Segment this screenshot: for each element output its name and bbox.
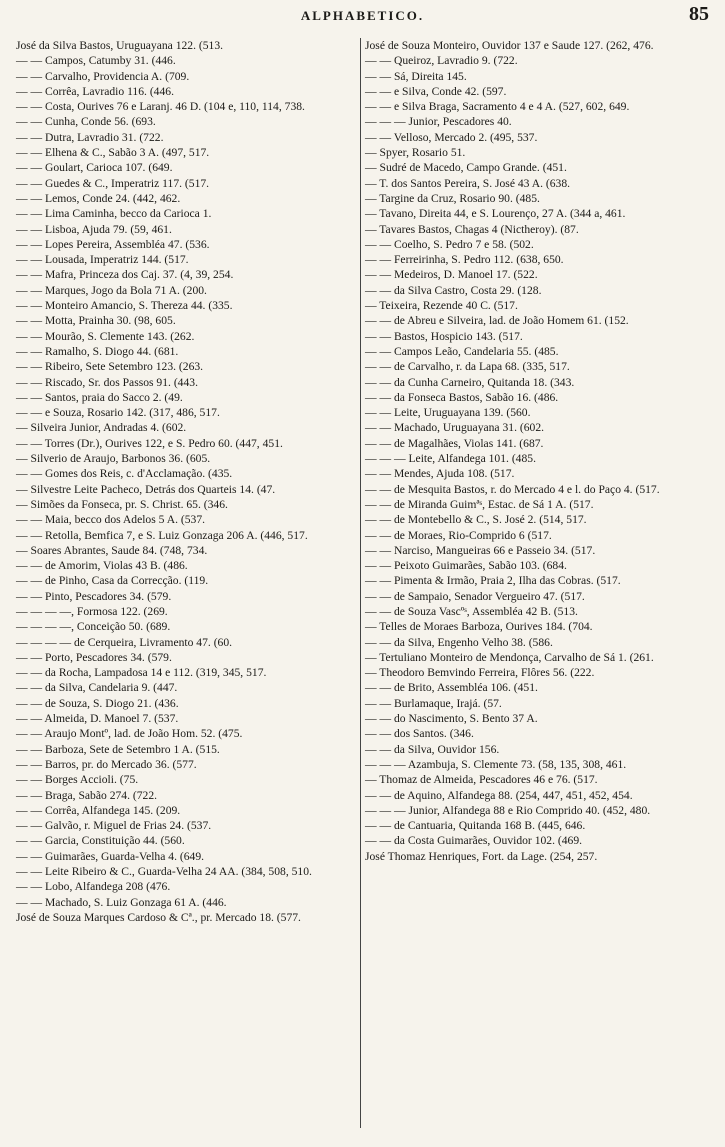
directory-entry: — — da Costa Guimarães, Ouvidor 102. (469. xyxy=(365,834,583,848)
directory-entry: — — dos Santos. (346. xyxy=(365,727,474,741)
directory-entry: — — da Cunha Carneiro, Quitanda 18. (343. xyxy=(365,375,575,389)
directory-entry: — — Marques, Jogo da Bola 71 A. (200. xyxy=(16,283,207,297)
directory-entry: — — Guimarães, Guarda-Velha 4. (649. xyxy=(16,849,205,863)
directory-entry: — — Velloso, Mercado 2. (495, 537. xyxy=(365,130,538,144)
directory-entry: — — de Sampaio, Senador Vergueiro 47. (517. xyxy=(365,589,585,603)
directory-entry: José de Souza Marques Cardoso & Cª., pr. Mercado 18. (577. xyxy=(16,910,301,924)
directory-entry: — Simões da Fonseca, pr. S. Christ. 65. (346. xyxy=(16,497,228,511)
directory-entry: — — do Nascimento, S. Bento 37 A. xyxy=(365,712,538,726)
directory-entry: — — Lousada, Imperatriz 144. (517. xyxy=(16,253,189,267)
directory-entry: — — Peixoto Guimarães, Sabão 103. (684. xyxy=(365,559,567,573)
directory-entry: — — Garcia, Constituição 44. (560. xyxy=(16,834,185,848)
directory-entry: — — Retolla, Bemfica 7, e S. Luiz Gonzaga 206 A. (446, 517. xyxy=(16,528,308,542)
directory-entry: — — e Silva, Conde 42. (597. xyxy=(365,84,507,98)
directory-entry: — — de Pinho, Casa da Correcção. (119. xyxy=(16,574,209,588)
directory-entry: — — — Leite, Alfandega 101. (485. xyxy=(365,452,536,466)
left-column xyxy=(16,38,356,925)
directory-entry: — — Leite, Uruguayana 139. (560. xyxy=(365,406,531,420)
directory-entry: — — Campos, Catumby 31. (446. xyxy=(16,54,176,68)
directory-entry: — — — —, Conceição 50. (689. xyxy=(16,620,171,634)
directory-entry: — — Ferreirinha, S. Pedro 112. (638, 650. xyxy=(365,253,564,267)
directory-entry: — — da Fonseca Bastos, Sabão 16. (486. xyxy=(365,390,559,404)
directory-entry: — — Medeiros, D. Manoel 17. (522. xyxy=(365,268,538,282)
directory-entry: — — Mourão, S. Clemente 143. (262. xyxy=(16,329,195,343)
directory-entry: — — Machado, S. Luiz Gonzaga 61 A. (446. xyxy=(16,895,227,909)
directory-entry: — — Galvão, r. Miguel de Frias 24. (537. xyxy=(16,819,212,833)
directory-entry: — — Torres (Dr.), Ourives 122, e S. Pedro 60. (447, 451. xyxy=(16,436,283,450)
directory-entry: — — Monteiro Amancio, S. Thereza 44. (335. xyxy=(16,299,233,313)
directory-entry: — — Queiroz, Lavradio 9. (722. xyxy=(365,54,518,68)
running-header: ALPHABETICO. xyxy=(300,8,425,23)
directory-entry: José da Silva Bastos, Uruguayana 122. (513. xyxy=(16,39,224,52)
directory-entry: — — da Silva, Engenho Velho 38. (586. xyxy=(365,635,553,649)
directory-entry: — — Bastos, Hospicio 143. (517. xyxy=(365,329,523,343)
directory-entry: — — Porto, Pescadores 34. (579. xyxy=(16,650,172,664)
directory-entry: — — de Montebello & C., S. José 2. (514, 517. xyxy=(365,513,587,527)
directory-entry: — — de Cantuaria, Quitanda 168 B. (445, 646. xyxy=(365,819,586,833)
directory-entry: — — Borges Accioli. (75. xyxy=(16,773,139,787)
directory-entry: — Silvestre Leite Pacheco, Detrás dos Quarteis 14. (47. xyxy=(16,482,276,496)
directory-entry: — — Barboza, Sete de Setembro 1 A. (515. xyxy=(16,742,220,756)
directory-entry: — — da Rocha, Lampadosa 14 e 112. (319, 345, 517. xyxy=(16,666,267,680)
directory-entry: — — — Azambuja, S. Clemente 73. (58, 135, 308, 461. xyxy=(365,757,627,771)
directory-entry: José Thomaz Henriques, Fort. da Lage. (254, 257. xyxy=(365,849,598,863)
directory-entry: — — — — de Cerqueira, Livramento 47. (60. xyxy=(16,635,233,649)
directory-entry: — — de Amorim, Violas 43 B. (486. xyxy=(16,559,188,573)
directory-entry: — — Lemos, Conde 24. (442, 462. xyxy=(16,191,181,205)
directory-entry: — Soares Abrantes, Saude 84. (748, 734. xyxy=(16,543,208,557)
directory-entry: — — — Junior, Alfandega 88 e Rio Comprido 40. (452, 480. xyxy=(365,803,651,817)
directory-entry: — — de Moraes, Rio-Comprido 6 (517. xyxy=(365,528,552,542)
directory-entry: — Theodoro Bemvindo Ferreira, Flôres 56. (222. xyxy=(365,666,595,680)
directory-entry: — — Ribeiro, Sete Setembro 123. (263. xyxy=(16,360,204,374)
directory-entry: — — Almeida, D. Manoel 7. (537. xyxy=(16,712,179,726)
directory-entry: — T. dos Santos Pereira, S. José 43 A. (638. xyxy=(365,176,571,190)
right-column xyxy=(360,38,717,1128)
directory-entry: — — — Junior, Pescadores 40. xyxy=(365,115,512,129)
directory-entry: — — de Mesquita Bastos, r. do Mercado 4 e l. do Paço 4. (517. xyxy=(365,482,660,496)
directory-entry: — — de Souza Vascºˢ, Assembléa 42 B. (513. xyxy=(365,604,578,618)
directory-entry: — — da Silva Castro, Costa 29. (128. xyxy=(365,283,542,297)
directory-entry: — — Pimenta & Irmão, Praia 2, Ilha das Cobras. (517. xyxy=(365,574,621,588)
directory-entry: — — Burlamaque, Irajá. (57. xyxy=(365,696,502,710)
directory-entry: — — e Souza, Rosario 142. (317, 486, 517. xyxy=(16,406,220,420)
directory-entry: — — Guedes & C., Imperatriz 117. (517. xyxy=(16,176,210,190)
directory-entry: — Silverio de Araujo, Barbonos 36. (605. xyxy=(16,452,211,466)
directory-entry: — — Pinto, Pescadores 34. (579. xyxy=(16,589,172,603)
directory-entry: — — de Abreu e Silveira, lad. de João Homem 61. (152. xyxy=(365,314,629,328)
directory-entry: — Tavares Bastos, Chagas 4 (Nictheroy). (87. xyxy=(365,222,579,236)
directory-entry: — — da Silva, Candelaria 9. (447. xyxy=(16,681,178,695)
directory-entry: — Teixeira, Rezende 40 C. (517. xyxy=(365,299,518,313)
directory-entry: — Thomaz de Almeida, Pescadores 46 e 76. (517. xyxy=(365,773,598,787)
directory-entry: — — Coelho, S. Pedro 7 e 58. (502. xyxy=(365,237,534,251)
directory-entry: — — Corrêa, Alfandega 145. (209. xyxy=(16,803,181,817)
directory-entry: — Tavano, Direita 44, e S. Lourenço, 27 A. (344 a, 461. xyxy=(365,207,626,221)
directory-entry: — — Braga, Sabão 274. (722. xyxy=(16,788,158,802)
directory-entry: — — Mafra, Princeza dos Caj. 37. (4, 39, 254. xyxy=(16,268,234,282)
directory-entry: — — Corrêa, Lavradio 116. (446. xyxy=(16,84,174,98)
page-number: 85 xyxy=(689,3,709,25)
directory-entry: — — Cunha, Conde 56. (693. xyxy=(16,115,156,129)
directory-entry: — — Santos, praia do Sacco 2. (49. xyxy=(16,390,183,404)
directory-entry: José de Souza Monteiro, Ouvidor 137 e Saude 127. (262, 476. xyxy=(365,39,654,52)
directory-entry: — Telles de Moraes Barboza, Ourives 184. (704. xyxy=(365,620,593,634)
directory-entry: — — Lima Caminha, becco da Carioca 1. xyxy=(16,207,212,221)
directory-entry: — — Campos Leão, Candelaria 55. (485. xyxy=(365,344,559,358)
directory-entry: — Targine da Cruz, Rosario 90. (485. xyxy=(365,191,540,205)
directory-entry: — — Machado, Uruguayana 31. (602. xyxy=(365,421,545,435)
directory-entry: — — de Carvalho, r. da Lapa 68. (335, 517. xyxy=(365,360,570,374)
directory-entry: — — Dutra, Lavradio 31. (722. xyxy=(16,130,164,144)
directory-entry: — — de Miranda Guimªˢ, Estac. de Sá 1 A. (517. xyxy=(365,497,594,511)
directory-entry: — — Motta, Prainha 30. (98, 605. xyxy=(16,314,176,328)
directory-entry: — — Araujo Montº, lad. de João Hom. 52. (475. xyxy=(16,727,243,741)
directory-entry: — — Riscado, Sr. dos Passos 91. (443. xyxy=(16,375,198,389)
directory-entry: — — Goulart, Carioca 107. (649. xyxy=(16,161,173,175)
directory-entry: — — de Aquino, Alfandega 88. (254, 447, 451, 452, 454. xyxy=(365,788,633,802)
directory-entry: — — Maia, becco dos Adelos 5 A. (537. xyxy=(16,513,206,527)
directory-entry: — Tertuliano Monteiro de Mendonça, Carvalho de Sá 1. (261. xyxy=(365,650,654,664)
directory-entry: — — da Silva, Ouvidor 156. xyxy=(365,742,500,756)
directory-entry: — — de Magalhães, Violas 141. (687. xyxy=(365,436,544,450)
directory-entry: — Spyer, Rosario 51. xyxy=(365,146,466,160)
directory-entry: — — Carvalho, Providencia A. (709. xyxy=(16,69,190,83)
directory-entry: — — Lopes Pereira, Assembléa 47. (536. xyxy=(16,237,210,251)
directory-entry: — — Narciso, Mangueiras 66 e Passeio 34. (517. xyxy=(365,543,596,557)
directory-entry: — — Leite Ribeiro & C., Guarda-Velha 24 AA. (384, 508, 510. xyxy=(16,865,312,879)
directory-entry: — — de Souza, S. Diogo 21. (436. xyxy=(16,696,179,710)
directory-entry: — — Gomes dos Reis, c. d'Acclamação. (435. xyxy=(16,467,233,481)
directory-entry: — — e Silva Braga, Sacramento 4 e 4 A. (527, 602, 649. xyxy=(365,100,630,114)
directory-entry: — — Costa, Ourives 76 e Laranj. 46 D. (104 e, 110, 114, 738. xyxy=(16,100,305,114)
directory-entry: — — Ramalho, S. Diogo 44. (681. xyxy=(16,344,179,358)
directory-entry: — — Barros, pr. do Mercado 36. (577. xyxy=(16,757,197,771)
directory-entry: — — Lisboa, Ajuda 79. (59, 461. xyxy=(16,222,172,236)
directory-entry: — Silveira Junior, Andradas 4. (602. xyxy=(16,421,187,435)
directory-entry: — Sudré de Macedo, Campo Grande. (451. xyxy=(365,161,567,175)
directory-entry: — — Elhena & C., Sabão 3 A. (497, 517. xyxy=(16,146,210,160)
directory-entry: — — de Brito, Assembléa 106. (451. xyxy=(365,681,538,695)
directory-entry: — — — —, Formosa 122. (269. xyxy=(16,604,168,618)
directory-entry: — — Sá, Direita 145. xyxy=(365,69,467,83)
directory-entry: — — Lobo, Alfandega 208 (476. xyxy=(16,880,171,894)
directory-entry: — — Mendes, Ajuda 108. (517. xyxy=(365,467,515,481)
